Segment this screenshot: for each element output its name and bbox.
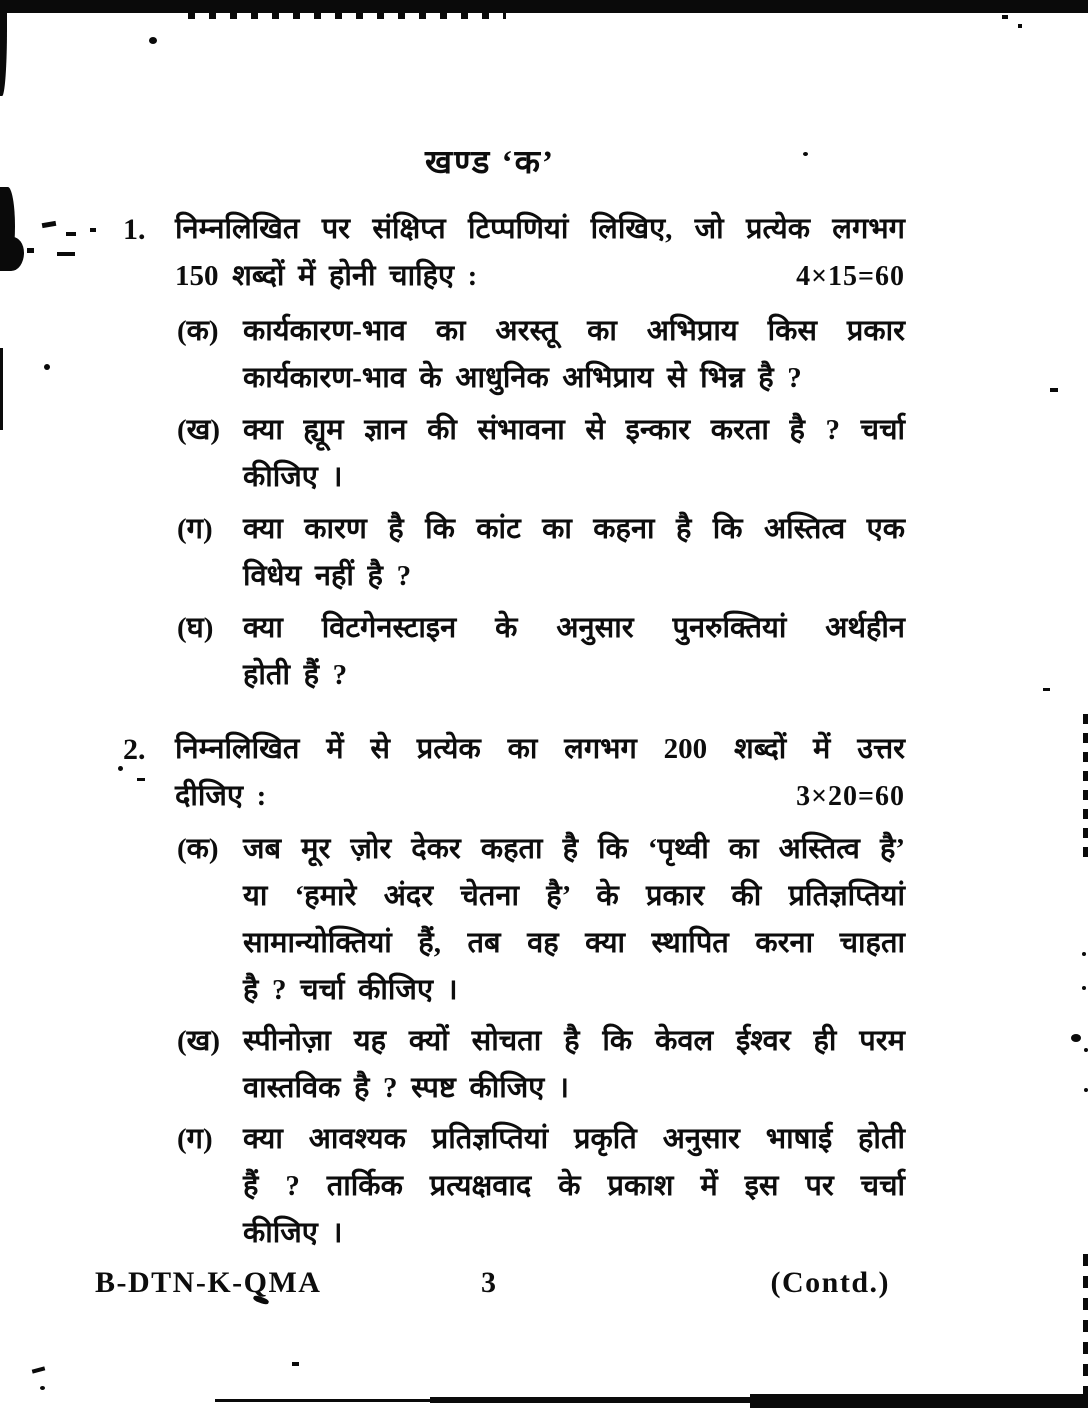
question-1-intro-line: निम्नलिखित पर संक्षिप्त टिप्पणियां लिखिए, जो प्रत्येक लगभग (175, 213, 905, 245)
scan-artifact-bottom-bar (750, 1394, 1088, 1408)
part-line: वास्तविक है ? स्पष्ट कीजिए । (243, 1072, 569, 1104)
part-line: क्या आवश्यक प्रतिज्ञप्तियां प्रकृति अनुसार भाषाई होती (243, 1123, 905, 1155)
part-label: (ग) (177, 1123, 213, 1155)
part-line: कार्यकारण-भाव के आधुनिक अभिप्राय से भिन्न है ? (243, 362, 802, 394)
question-1 (123, 206, 905, 699)
part-line: क्या कारण है कि कांट का कहना है कि अस्तित्व एक (243, 513, 905, 545)
part-line: कीजिए । (243, 461, 343, 493)
footer-paper-code: B-DTN-K-QMA (95, 1266, 322, 1299)
part-line: या ‘हमारे अंदर चेतना है’ के प्रकार की प्रतिज्ञप्तियां (243, 880, 905, 912)
question-2-part-ga (177, 1116, 905, 1257)
scan-speck (1018, 24, 1022, 28)
part-line: स्पीनोज़ा यह क्यों सोचता है कि केवल ईश्वर ही परम (243, 1025, 905, 1057)
scan-speck (40, 1386, 45, 1390)
scan-artifact-left-edge (0, 0, 7, 96)
exam-content (123, 138, 905, 1257)
question-1-intro-line: 150 शब्दों में होनी चाहिए : (175, 260, 478, 292)
question-2-intro-marks-row (175, 773, 905, 820)
question-1-part-ga (177, 506, 905, 600)
scan-speck (149, 37, 157, 44)
question-1-marks: 4×15=60 (796, 261, 905, 292)
question-2-intro-line: निम्नलिखित में से प्रत्येक का लगभग 200 शब्दों में उत्तर (175, 733, 905, 765)
scan-speck (57, 252, 75, 256)
question-2 (123, 726, 905, 1257)
part-line: होती हैं ? (243, 659, 348, 691)
question-2-intro-line: दीजिए : (175, 780, 267, 812)
scan-artifact-left-line (0, 348, 3, 430)
part-label: (क) (177, 315, 219, 347)
scan-speck (90, 228, 96, 232)
part-label: (क) (177, 833, 219, 865)
part-label: (घ) (177, 612, 214, 644)
question-2-part-ka (177, 826, 905, 1014)
footer-contd: (Contd.) (770, 1266, 890, 1299)
footer-page-number: 3 (481, 1266, 498, 1299)
part-line: कीजिए । (243, 1217, 343, 1249)
part-line: कार्यकारण-भाव का अरस्तू का अभिप्राय किस प्रकार (243, 315, 905, 347)
scan-speck (1043, 688, 1050, 691)
question-1-part-gha (177, 605, 905, 699)
question-1-part-ka (177, 308, 905, 402)
scan-speck (1084, 1088, 1088, 1092)
part-label: (ख) (177, 414, 221, 446)
part-label: (ख) (177, 1025, 221, 1057)
section-heading: खण्ड ‘क’ (425, 145, 555, 181)
scan-speck (1082, 986, 1086, 990)
scan-speck (1002, 15, 1008, 19)
question-2-number: 2. (123, 733, 146, 766)
scan-artifact-right-dashes-bottom (1083, 1254, 1088, 1404)
scan-speck (1084, 1048, 1088, 1052)
scan-speck (292, 1362, 299, 1366)
part-line: सामान्योक्तियां हैं, तब वह क्या स्थापित करना चाहता (243, 927, 905, 959)
question-2-part-kha (177, 1018, 905, 1112)
part-line: जब मूर ज़ोर देकर कहता है कि ‘पृथ्वी का अस्तित्व है’ (243, 833, 905, 865)
question-1-intro-marks-row (175, 253, 905, 300)
part-line: क्या विटगेनस्टाइन के अनुसार पुनरुक्तियां अर्थहीन (243, 612, 905, 644)
question-2-marks: 3×20=60 (796, 781, 905, 812)
question-1-part-kha (177, 407, 905, 501)
scan-speck (27, 248, 34, 253)
scan-speck (1071, 1034, 1081, 1042)
question-1-intro (175, 206, 905, 300)
scan-artifact-top-teeth (188, 13, 506, 19)
part-line: हैं ? तार्किक प्रत्यक्षवाद के प्रकाश में इस पर चर्चा (243, 1170, 905, 1202)
scan-artifact-top-bar (0, 0, 1088, 13)
scan-speck (1082, 952, 1086, 956)
part-label: (ग) (177, 513, 213, 545)
scan-artifact-left-bump (0, 237, 24, 271)
part-line: विधेय नहीं है ? (243, 560, 412, 592)
scan-speck (66, 232, 76, 236)
question-2-intro (175, 726, 905, 820)
scan-speck (44, 364, 50, 370)
part-line: क्या ह्यूम ज्ञान की संभावना से इन्कार करता है ? चर्चा (243, 414, 905, 446)
scan-speck (42, 221, 57, 228)
scan-speck (32, 1366, 46, 1373)
scan-artifact-right-dashes (1083, 714, 1088, 860)
question-1-number: 1. (123, 213, 146, 246)
part-line: है ? चर्चा कीजिए । (243, 974, 458, 1006)
scan-speck (1050, 388, 1058, 392)
